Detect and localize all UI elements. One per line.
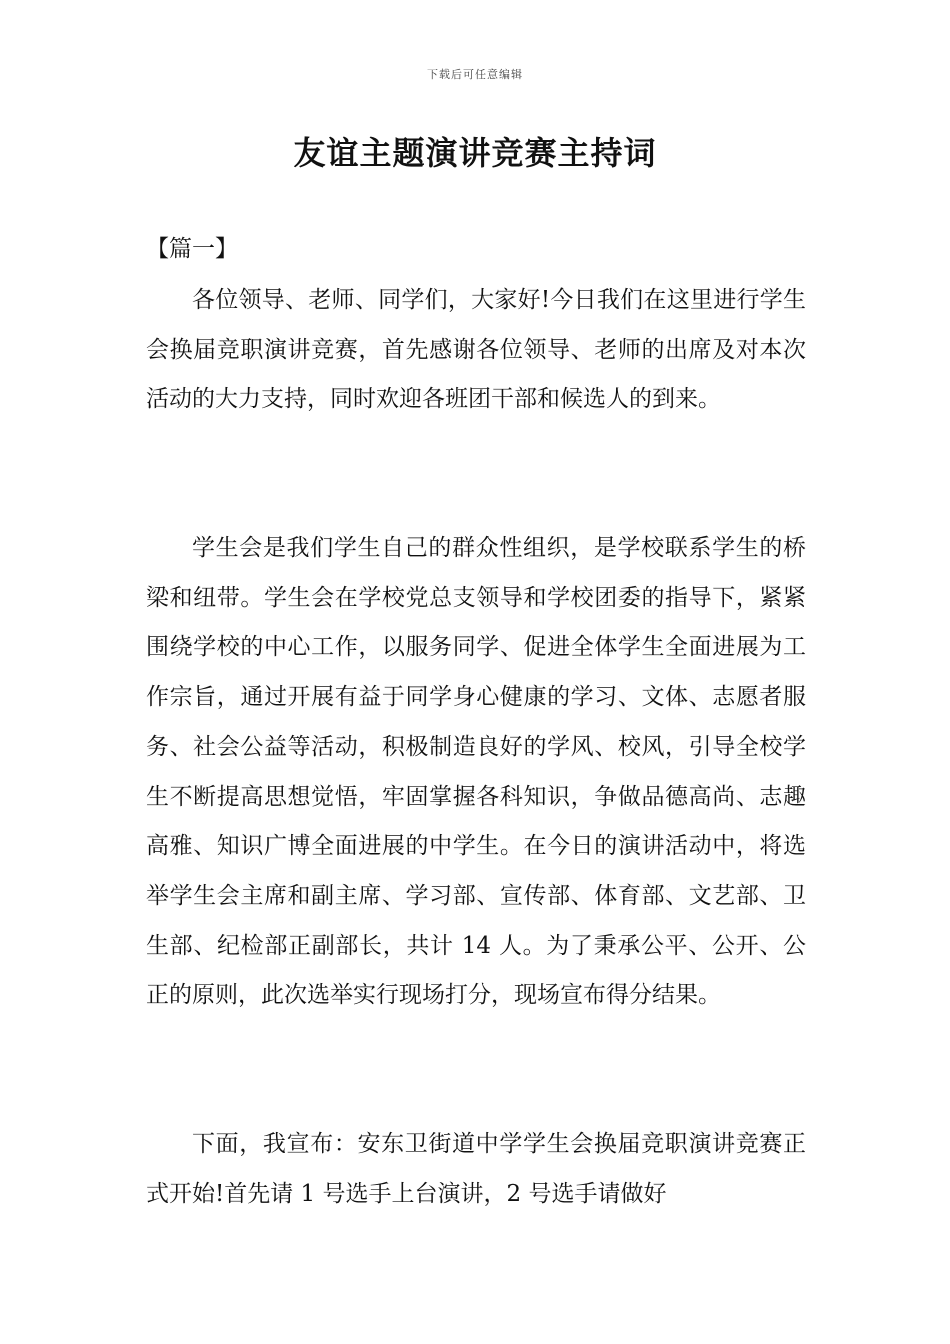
section-label: 【篇一】 [146,236,238,262]
paragraph-3: 下面，我宣布：安东卫街道中学学生会换届竞职演讲竞赛正式开始!首先请 1 号选手上台演讲，2 号选手请做好 [146,1131,806,1207]
paragraph-1: 各位领导、老师、同学们，大家好!今日我们在这里进行学生会换届竞职演讲竞赛，首先感谢各位领导、老师的出席及对本次活动的大力支持，同时欢迎各班团干部和候选人的到来。 [146,287,806,413]
header-note: 下载后可任意编辑 [427,68,523,81]
document-title: 友谊主题演讲竞赛主持词 [293,134,657,172]
paragraph-2: 学生会是我们学生自己的群众性组织，是学校联系学生的桥梁和纽带。学生会在学校党总支领导和学校团委的指导下，紧紧围绕学校的中心工作，以服务同学、促进全体学生全面进展为工作宗旨，通过开展有益于同学身心健康的学习、文体、志愿者服务、社会公益等活动，积极制造良好的学风、校风，引导全校学生不断提高思想觉悟，牢固掌握各科知识，争做品德高尚、志趣高雅、知识广博全面进展的中学生。在今日的演讲活动中，将选举学生会主席和副主席、学习部、宣传部、体育部、文艺部、卫生部、纪检部正副部长，共计 14 人。为了秉承公平、公开、公正的原则，此次选举实行现场打分，现场宣布得分结果。 [146,535,806,1009]
